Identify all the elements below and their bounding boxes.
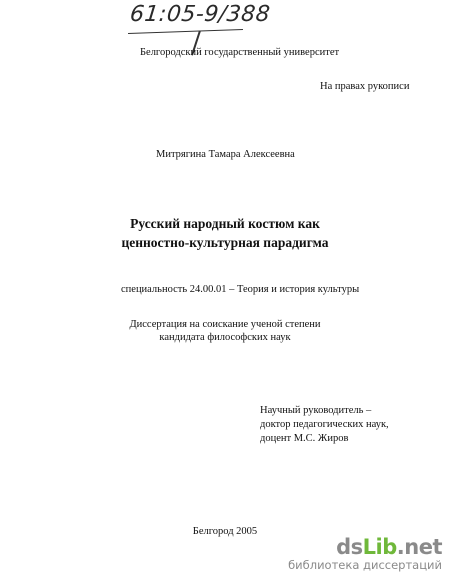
supervisor-line-1: Научный руководитель – [260,405,372,416]
degree-statement [0,318,450,344]
dslib-logo [288,536,442,558]
supervisor-line-3: доцент М.С. Жиров [260,433,349,444]
manuscript-rights-label: На правах рукописи [320,81,410,92]
logo-suffix: .net [396,535,442,559]
title-line-1: Русский народный костюм как [130,216,320,231]
logo-prefix: ds [336,535,363,559]
author-name: Митрягина Тамара Алексеевна [156,149,295,160]
handwritten-stamp: 61:05-9/388 [128,2,272,27]
dslib-watermark[interactable] [288,536,442,572]
specialty-line: специальность 24.00.01 – Теория и история культуры [121,284,360,295]
logo-accent: Lib [362,535,397,559]
title-line-2: ценностно-культурная парадигма [121,235,329,250]
city-year: Белгород 2005 [192,526,258,537]
university-name: Белгородский государственный университет [140,47,340,58]
degree-line-2: кандидата философских наук [159,332,291,343]
stamp-underline [128,29,243,34]
dissertation-title [0,214,450,252]
degree-line-1: Диссертация на соискание ученой степени [129,319,321,330]
supervisor-line-2: доктор педагогических наук, [260,419,389,430]
supervisor-block [260,404,389,446]
watermark-subtitle: библиотека диссертаций [288,558,442,572]
